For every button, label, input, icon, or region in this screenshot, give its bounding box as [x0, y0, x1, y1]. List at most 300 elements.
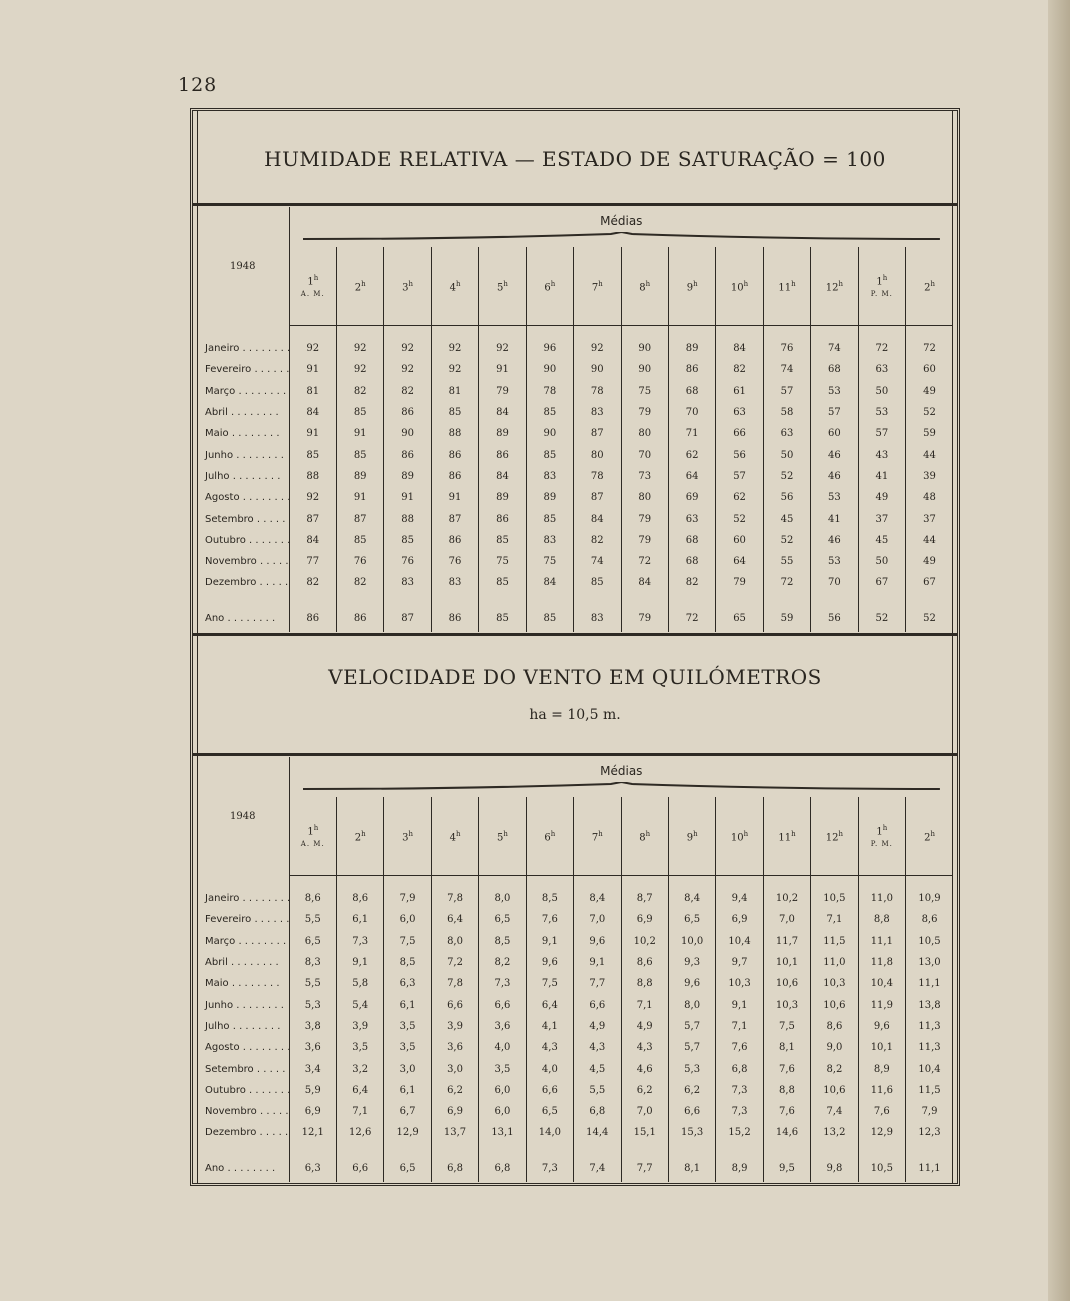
table-cell: 6,6 [336, 1156, 383, 1182]
table-cell: 10,1 [858, 1037, 905, 1058]
table-cell: 8,4 [668, 888, 715, 909]
table-cell: 7,4 [811, 1101, 858, 1122]
table-row [197, 508, 953, 529]
table-row [197, 952, 953, 973]
table-cell: 7,4 [574, 1156, 621, 1182]
table-cell: 7,1 [716, 1016, 763, 1037]
table-cell: 13,2 [811, 1122, 858, 1143]
table-cell: 83 [526, 466, 573, 487]
hour-header: 2$^h$ [906, 247, 953, 326]
brace-icon [303, 232, 940, 240]
table-cell: 9,6 [668, 973, 715, 994]
table-cell: 85 [431, 402, 478, 423]
table-cell: 6,6 [526, 1080, 573, 1101]
table-row [197, 973, 953, 994]
table-cell: 14,6 [763, 1122, 810, 1143]
table-row [197, 359, 953, 380]
table-cell: 71 [668, 423, 715, 444]
table-cell: 6,8 [716, 1058, 763, 1079]
table-cell: 6,6 [479, 994, 526, 1015]
hour-header: 1$^h$ A. M. [289, 797, 336, 876]
table-cell: 59 [763, 606, 810, 632]
table-cell: 79 [716, 572, 763, 593]
table-cell: 4,5 [574, 1058, 621, 1079]
table-cell: 56 [716, 444, 763, 465]
page-edge [1048, 0, 1070, 1301]
table-cell: 13,0 [906, 952, 953, 973]
table-cell: 7,0 [763, 909, 810, 930]
table-row [197, 530, 953, 551]
table-cell: 90 [574, 359, 621, 380]
table-cell: 85 [384, 530, 431, 551]
table-cell: 6,4 [431, 909, 478, 930]
table-row [197, 1037, 953, 1058]
table-cell: 5,3 [289, 994, 336, 1015]
table-cell: 4,1 [526, 1016, 573, 1037]
hour-header: 1$^h$ A. M. [289, 247, 336, 326]
table-cell: 64 [716, 551, 763, 572]
month-label: Setembro . . . [197, 1058, 289, 1079]
table-cell: 11,0 [811, 952, 858, 973]
table-cell: 70 [621, 444, 668, 465]
table-cell: 91 [431, 487, 478, 508]
table-cell: 10,2 [763, 888, 810, 909]
table-cell: 10,4 [906, 1058, 953, 1079]
table-cell: 10,0 [668, 931, 715, 952]
table-cell: 3,5 [479, 1058, 526, 1079]
table-cell: 46 [811, 466, 858, 487]
table-cell: 6,0 [479, 1080, 526, 1101]
table-cell: 86 [431, 466, 478, 487]
table-cell: 81 [289, 381, 336, 402]
table-cell: 11,6 [858, 1080, 905, 1101]
table-row [197, 402, 953, 423]
table-cell: 82 [716, 359, 763, 380]
hour-header: 8$^h$ [621, 797, 668, 876]
annual-row [197, 606, 953, 632]
table-cell: 50 [858, 551, 905, 572]
month-label: Fevereiro . . . [197, 909, 289, 930]
table-cell: 7,6 [526, 909, 573, 930]
table-cell: 15,1 [621, 1122, 668, 1143]
table-cell: 5,5 [289, 973, 336, 994]
table-cell: 6,5 [479, 909, 526, 930]
table-cell: 87 [384, 606, 431, 632]
hour-header: 5$^h$ [479, 247, 526, 326]
table-cell: 10,4 [716, 931, 763, 952]
month-label: Abril . . . [197, 402, 289, 423]
table-cell: 6,4 [336, 1080, 383, 1101]
table-cell: 91 [336, 423, 383, 444]
table-cell: 92 [384, 359, 431, 380]
table-cell: 8,6 [811, 1016, 858, 1037]
table-cell: 10,6 [763, 973, 810, 994]
hour-header: 2$^h$ [336, 797, 383, 876]
table-cell: 6,5 [384, 1156, 431, 1182]
table-cell: 5,5 [289, 909, 336, 930]
table-cell: 39 [906, 466, 953, 487]
table-cell: 10,3 [811, 973, 858, 994]
table-cell: 3,5 [384, 1016, 431, 1037]
divider [193, 203, 957, 206]
table-cell: 84 [621, 572, 668, 593]
table-cell: 52 [906, 402, 953, 423]
table-cell: 92 [289, 338, 336, 359]
table-cell: 5,5 [574, 1080, 621, 1101]
table-cell: 4,9 [574, 1016, 621, 1037]
table-cell: 6,9 [621, 909, 668, 930]
table-cell: 9,5 [763, 1156, 810, 1182]
table-cell: 7,5 [763, 1016, 810, 1037]
table-cell: 15,2 [716, 1122, 763, 1143]
table-cell: 60 [811, 423, 858, 444]
table-cell: 8,0 [479, 888, 526, 909]
table-cell: 87 [574, 487, 621, 508]
table-cell: 86 [431, 530, 478, 551]
table-cell: 59 [906, 423, 953, 444]
table-cell: 89 [336, 466, 383, 487]
table-cell: 7,1 [811, 909, 858, 930]
table-cell: 9,6 [858, 1016, 905, 1037]
table-cell: 37 [906, 508, 953, 529]
hour-header: 10$^h$ [716, 797, 763, 876]
table-cell: 74 [763, 359, 810, 380]
table-cell: 88 [384, 508, 431, 529]
table-cell: 85 [336, 444, 383, 465]
table-cell: 8,6 [621, 952, 668, 973]
table-cell: 7,5 [384, 931, 431, 952]
table-cell: 60 [906, 359, 953, 380]
table-cell: 44 [906, 530, 953, 551]
hour-header: 5$^h$ [479, 797, 526, 876]
hour-header: 9$^h$ [668, 247, 715, 326]
table-cell: 85 [526, 444, 573, 465]
table-cell: 79 [621, 508, 668, 529]
brace-icon [303, 782, 940, 790]
table-cell: 7,1 [621, 994, 668, 1015]
table-cell: 6,5 [526, 1101, 573, 1122]
table-cell: 89 [668, 338, 715, 359]
table-cell: 85 [574, 572, 621, 593]
annual-label: Ano . . . [197, 606, 289, 632]
table-cell: 53 [858, 402, 905, 423]
table-cell: 79 [479, 381, 526, 402]
month-label: Agosto . . . [197, 1037, 289, 1058]
table-cell: 6,0 [384, 909, 431, 930]
table-cell: 5,7 [668, 1016, 715, 1037]
table-cell: 8,6 [336, 888, 383, 909]
table-cell: 84 [479, 402, 526, 423]
hour-header: 6$^h$ [526, 247, 573, 326]
month-label: Dezembro . . . [197, 1122, 289, 1143]
table-cell: 6,8 [431, 1156, 478, 1182]
table-cell: 82 [336, 381, 383, 402]
table-cell: 7,7 [621, 1156, 668, 1182]
month-label: Março . . . [197, 381, 289, 402]
table-cell: 82 [336, 572, 383, 593]
table-cell: 43 [858, 444, 905, 465]
table-cell: 9,8 [811, 1156, 858, 1182]
table-cell: 48 [906, 487, 953, 508]
table-cell: 92 [289, 487, 336, 508]
table-cell: 84 [289, 402, 336, 423]
table-cell: 11,5 [906, 1080, 953, 1101]
table-cell: 57 [811, 402, 858, 423]
table-cell: 45 [763, 508, 810, 529]
table-cell: 10,3 [763, 994, 810, 1015]
table-cell: 72 [668, 606, 715, 632]
hour-header: 3$^h$ [384, 247, 431, 326]
table-cell: 6,1 [336, 909, 383, 930]
table-cell: 80 [621, 423, 668, 444]
table-cell: 6,5 [668, 909, 715, 930]
table-cell: 4,0 [479, 1037, 526, 1058]
table-cell: 7,9 [906, 1101, 953, 1122]
hour-header: 3$^h$ [384, 797, 431, 876]
table-cell: 8,1 [763, 1037, 810, 1058]
table-cell: 14,0 [526, 1122, 573, 1143]
table-cell: 63 [716, 402, 763, 423]
hour-header: 11$^h$ [763, 797, 810, 876]
table-cell: 83 [526, 530, 573, 551]
table-cell: 86 [384, 444, 431, 465]
table-cell: 92 [336, 338, 383, 359]
table-cell: 5,9 [289, 1080, 336, 1101]
table-cell: 60 [716, 530, 763, 551]
table-cell: 7,6 [763, 1058, 810, 1079]
table-cell: 11,3 [906, 1037, 953, 1058]
table-cell: 13,8 [906, 994, 953, 1015]
table-cell: 10,2 [621, 931, 668, 952]
hour-header: 2$^h$ [336, 247, 383, 326]
table-cell: 49 [858, 487, 905, 508]
table-cell: 9,7 [716, 952, 763, 973]
table-cell: 50 [858, 381, 905, 402]
month-label: Outubro . . . [197, 530, 289, 551]
divider [193, 753, 957, 756]
table-cell: 68 [668, 530, 715, 551]
humidity-title: HUMIDADE RELATIVA — ESTADO DE SATURAÇÃO = 100 [264, 147, 886, 171]
table-cell: 68 [668, 551, 715, 572]
table-cell: 7,6 [763, 1101, 810, 1122]
month-label: Dezembro . . . [197, 572, 289, 593]
table-cell: 7,5 [526, 973, 573, 994]
table-cell: 8,0 [668, 994, 715, 1015]
table-cell: 8,6 [906, 909, 953, 930]
table-cell: 79 [621, 606, 668, 632]
table-cell: 8,9 [716, 1156, 763, 1182]
table-row [197, 931, 953, 952]
hour-header: 1$^h$ P. M. [858, 247, 905, 326]
table-cell: 8,2 [479, 952, 526, 973]
table-cell: 85 [336, 402, 383, 423]
table-cell: 82 [384, 381, 431, 402]
table-cell: 86 [479, 508, 526, 529]
table-cell: 76 [384, 551, 431, 572]
table-cell: 10,5 [858, 1156, 905, 1182]
table-cell: 4,3 [574, 1037, 621, 1058]
table-cell: 89 [526, 487, 573, 508]
table-cell: 78 [526, 381, 573, 402]
table-cell: 53 [811, 487, 858, 508]
table-row [197, 381, 953, 402]
table-cell: 92 [479, 338, 526, 359]
table-cell: 12,3 [906, 1122, 953, 1143]
table-cell: 53 [811, 381, 858, 402]
table-cell: 70 [811, 572, 858, 593]
table-cell: 89 [384, 466, 431, 487]
month-label: Maio . . . [197, 423, 289, 444]
table-cell: 7,9 [384, 888, 431, 909]
table-cell: 52 [858, 606, 905, 632]
table-cell: 78 [574, 381, 621, 402]
month-label: Setembro . . . [197, 508, 289, 529]
table-row [197, 487, 953, 508]
table-cell: 75 [621, 381, 668, 402]
table-cell: 4,9 [621, 1016, 668, 1037]
table-cell: 82 [289, 572, 336, 593]
table-cell: 11,5 [811, 931, 858, 952]
wind-table [197, 757, 953, 1182]
table-row [197, 444, 953, 465]
table-cell: 85 [336, 530, 383, 551]
table-cell: 92 [431, 359, 478, 380]
table-cell: 8,7 [621, 888, 668, 909]
table-cell: 57 [763, 381, 810, 402]
table-cell: 7,0 [574, 909, 621, 930]
table-cell: 6,2 [621, 1080, 668, 1101]
table-cell: 72 [858, 338, 905, 359]
table-cell: 79 [621, 530, 668, 551]
month-label: Novembro . . . [197, 1101, 289, 1122]
table-cell: 85 [479, 572, 526, 593]
table-cell: 76 [431, 551, 478, 572]
table-row [197, 1058, 953, 1079]
table-row [197, 1122, 953, 1143]
year-label: 1948 [197, 757, 289, 876]
table-cell: 52 [763, 466, 810, 487]
table-cell: 89 [479, 423, 526, 444]
table-cell: 10,1 [763, 952, 810, 973]
table-cell: 10,9 [906, 888, 953, 909]
table-row [197, 1101, 953, 1122]
month-label: Junho . . . [197, 994, 289, 1015]
table-cell: 11,0 [858, 888, 905, 909]
table-cell: 10,6 [811, 994, 858, 1015]
table-cell: 5,8 [336, 973, 383, 994]
hour-header: 11$^h$ [763, 247, 810, 326]
table-cell: 13,7 [431, 1122, 478, 1143]
table-cell: 7,3 [479, 973, 526, 994]
table-cell: 41 [858, 466, 905, 487]
month-label: Junho . . . [197, 444, 289, 465]
table-cell: 8,8 [621, 973, 668, 994]
table-cell: 45 [858, 530, 905, 551]
table-cell: 9,1 [336, 952, 383, 973]
table-cell: 88 [431, 423, 478, 444]
table-cell: 7,7 [574, 973, 621, 994]
table-row [197, 888, 953, 909]
table-frame [190, 108, 960, 1186]
hour-header: 4$^h$ [431, 797, 478, 876]
table-cell: 15,3 [668, 1122, 715, 1143]
table-cell: 9,4 [716, 888, 763, 909]
hour-header: 1$^h$ P. M. [858, 797, 905, 876]
table-cell: 86 [479, 444, 526, 465]
table-cell: 69 [668, 487, 715, 508]
table-cell: 9,6 [574, 931, 621, 952]
month-label: Janeiro . . . [197, 888, 289, 909]
table-cell: 85 [526, 606, 573, 632]
table-cell: 6,1 [384, 1080, 431, 1101]
annual-row [197, 1156, 953, 1182]
month-label: Outubro . . . [197, 1080, 289, 1101]
table-cell: 8,9 [858, 1058, 905, 1079]
table-cell: 7,8 [431, 888, 478, 909]
table-cell: 7,3 [716, 1101, 763, 1122]
table-cell: 3,9 [336, 1016, 383, 1037]
table-cell: 92 [431, 338, 478, 359]
month-label: Julho . . . [197, 1016, 289, 1037]
table-cell: 91 [479, 359, 526, 380]
table-cell: 3,5 [384, 1037, 431, 1058]
table-cell: 84 [574, 508, 621, 529]
month-label: Agosto . . . [197, 487, 289, 508]
table-cell: 63 [763, 423, 810, 444]
table-cell: 87 [574, 423, 621, 444]
table-cell: 7,3 [716, 1080, 763, 1101]
table-cell: 3,8 [289, 1016, 336, 1037]
table-cell: 86 [289, 606, 336, 632]
table-cell: 90 [526, 423, 573, 444]
table-cell: 70 [668, 402, 715, 423]
table-cell: 52 [906, 606, 953, 632]
table-cell: 9,6 [526, 952, 573, 973]
table-cell: 3,6 [289, 1037, 336, 1058]
table-cell: 76 [336, 551, 383, 572]
table-cell: 6,1 [384, 994, 431, 1015]
hour-header: 8$^h$ [621, 247, 668, 326]
table-cell: 80 [574, 444, 621, 465]
table-cell: 10,4 [858, 973, 905, 994]
table-cell: 6,3 [384, 973, 431, 994]
table-cell: 8,6 [289, 888, 336, 909]
table-cell: 72 [763, 572, 810, 593]
table-cell: 91 [384, 487, 431, 508]
table-row [197, 1080, 953, 1101]
table-cell: 5,4 [336, 994, 383, 1015]
table-cell: 49 [906, 381, 953, 402]
table-cell: 12,6 [336, 1122, 383, 1143]
table-cell: 90 [621, 359, 668, 380]
table-cell: 12,9 [858, 1122, 905, 1143]
table-cell: 76 [763, 338, 810, 359]
hour-header: 6$^h$ [526, 797, 573, 876]
month-label: Maio . . . [197, 973, 289, 994]
medias-label: Médias [600, 764, 643, 778]
table-cell: 89 [479, 487, 526, 508]
table-cell: 6,5 [289, 931, 336, 952]
table-cell: 96 [526, 338, 573, 359]
table-cell: 84 [716, 338, 763, 359]
table-cell: 44 [906, 444, 953, 465]
table-cell: 81 [431, 381, 478, 402]
table-cell: 11,1 [906, 1156, 953, 1182]
table-cell: 56 [811, 606, 858, 632]
table-cell: 6,2 [431, 1080, 478, 1101]
year-label: 1948 [197, 207, 289, 326]
table-cell: 46 [811, 530, 858, 551]
